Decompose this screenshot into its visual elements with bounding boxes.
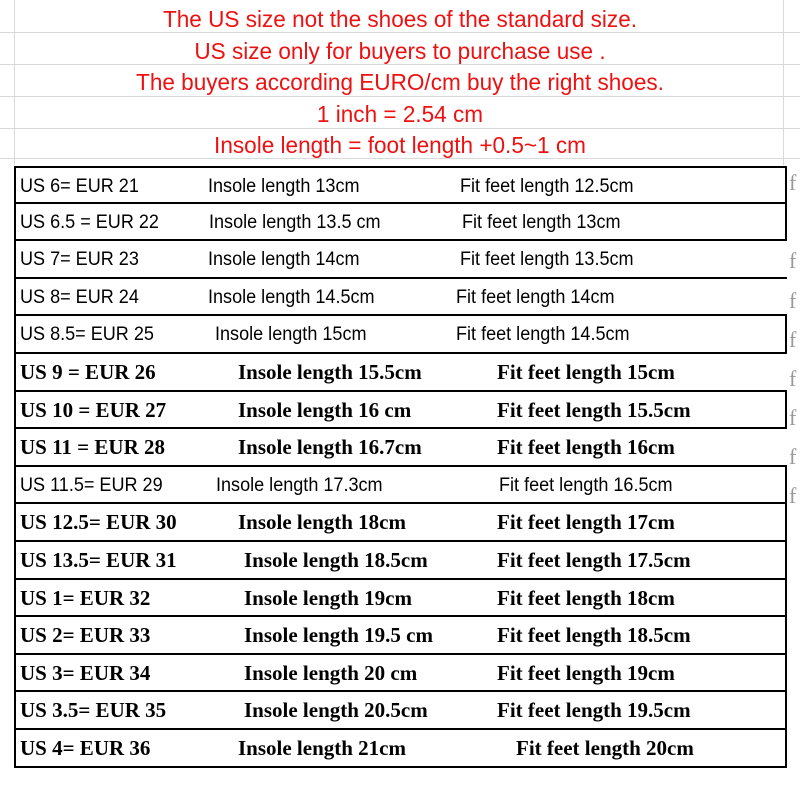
table-row	[16, 392, 787, 430]
notice-line: US size only for buyers to purchase use .	[194, 37, 606, 64]
table-row	[16, 204, 787, 242]
insole-length-cell: Insole length 20.5cm	[244, 698, 428, 723]
us-eur-size-cell: US 2= EUR 33	[20, 623, 151, 648]
clipped-cell-text: f	[789, 170, 797, 195]
fit-feet-length-cell: Fit feet length 17.5cm	[497, 547, 691, 572]
fit-feet-length-cell: Fit feet length 14cm	[456, 286, 615, 308]
insole-length-cell: Insole length 18cm	[238, 510, 406, 535]
table-row	[16, 617, 787, 655]
table-row	[16, 354, 787, 392]
us-eur-size-cell: US 7= EUR 23	[20, 249, 139, 271]
notice-line: 1 inch = 2.54 cm	[316, 100, 484, 127]
us-eur-size-cell: US 1= EUR 32	[20, 585, 151, 610]
fit-feet-length-cell: Fit feet length 15cm	[497, 359, 675, 384]
notice-line: The US size not the shoes of the standard size.	[162, 6, 638, 32]
insole-length-cell: Insole length 13cm	[208, 176, 360, 197]
us-eur-size-cell: US 9 = EUR 26	[20, 359, 156, 384]
clipped-cell-text: f	[789, 288, 797, 313]
insole-length-cell: Insole length 14cm	[208, 249, 360, 271]
us-eur-size-cell: US 8.5= EUR 25	[20, 324, 154, 346]
us-eur-size-cell: US 8= EUR 24	[20, 286, 139, 308]
us-eur-size-cell: US 10 = EUR 27	[20, 397, 167, 422]
table-row	[16, 429, 787, 467]
insole-length-cell: Insole length 16 cm	[238, 397, 412, 422]
fit-feet-length-cell: Fit feet length 13.5cm	[460, 249, 634, 271]
fit-feet-length-cell: Fit feet length 16cm	[497, 435, 675, 460]
insole-length-cell: Insole length 19.5 cm	[244, 623, 433, 648]
fit-feet-length-cell: Fit feet length 13cm	[462, 211, 621, 233]
fit-feet-length-cell: Fit feet length 19cm	[497, 660, 675, 685]
clipped-cell-text: f	[789, 366, 797, 391]
fit-feet-length-cell: Fit feet length 12.5cm	[460, 176, 634, 197]
us-eur-size-cell: US 3.5= EUR 35	[20, 698, 167, 723]
fit-feet-length-cell: Fit feet length 16.5cm	[499, 474, 673, 496]
clipped-cell-text: f	[789, 483, 797, 508]
fit-feet-length-cell: Fit feet length 14.5cm	[456, 324, 630, 346]
insole-length-cell: Insole length 13.5 cm	[209, 211, 381, 233]
size-chart-table	[14, 166, 787, 768]
clipped-cell-text: f	[789, 327, 797, 352]
notice-line: The buyers according EURO/cm buy the right shoes.	[136, 69, 664, 95]
insole-length-cell: Insole length 20 cm	[244, 660, 418, 685]
insole-length-cell: Insole length 14.5cm	[208, 286, 375, 308]
us-eur-size-cell: US 12.5= EUR 30	[20, 510, 177, 535]
table-row	[16, 279, 787, 317]
insole-length-cell: Insole length 21cm	[238, 735, 406, 760]
us-eur-size-cell: US 6= EUR 21	[20, 176, 139, 197]
table-row	[16, 730, 787, 768]
table-row	[16, 504, 787, 542]
insole-length-cell: Insole length 17.3cm	[216, 474, 383, 496]
clipped-cell-text: f	[789, 405, 797, 430]
fit-feet-length-cell: Fit feet length 20cm	[516, 735, 694, 760]
insole-length-cell: Insole length 19cm	[244, 585, 412, 610]
table-row	[16, 316, 787, 354]
table-row	[16, 166, 787, 204]
clipped-cell-text: f	[789, 444, 797, 469]
table-row	[16, 655, 787, 693]
us-eur-size-cell: US 3= EUR 34	[20, 660, 151, 685]
notice-line: Insole length = foot length +0.5~1 cm	[214, 132, 586, 158]
us-eur-size-cell: US 4= EUR 36	[20, 735, 151, 760]
fit-feet-length-cell: Fit feet length 18cm	[497, 585, 675, 610]
table-row	[16, 580, 787, 618]
fit-feet-length-cell: Fit feet length 17cm	[497, 510, 675, 535]
size-notice	[0, 4, 800, 162]
fit-feet-length-cell: Fit feet length 19.5cm	[497, 698, 691, 723]
insole-length-cell: Insole length 18.5cm	[244, 547, 428, 572]
insole-length-cell: Insole length 15cm	[215, 324, 367, 346]
clipped-cell-text: f	[789, 248, 797, 273]
us-eur-size-cell: US 11.5= EUR 29	[20, 474, 163, 496]
us-eur-size-cell: US 11 = EUR 28	[20, 435, 165, 460]
us-eur-size-cell: US 6.5 = EUR 22	[20, 211, 159, 233]
fit-feet-length-cell: Fit feet length 15.5cm	[497, 397, 691, 422]
insole-length-cell: Insole length 16.7cm	[238, 435, 422, 460]
table-row	[16, 692, 787, 730]
us-eur-size-cell: US 13.5= EUR 31	[20, 547, 177, 572]
table-row	[16, 467, 787, 505]
fit-feet-length-cell: Fit feet length 18.5cm	[497, 623, 691, 648]
table-row	[16, 542, 787, 580]
insole-length-cell: Insole length 15.5cm	[238, 359, 422, 384]
table-row	[16, 241, 787, 279]
